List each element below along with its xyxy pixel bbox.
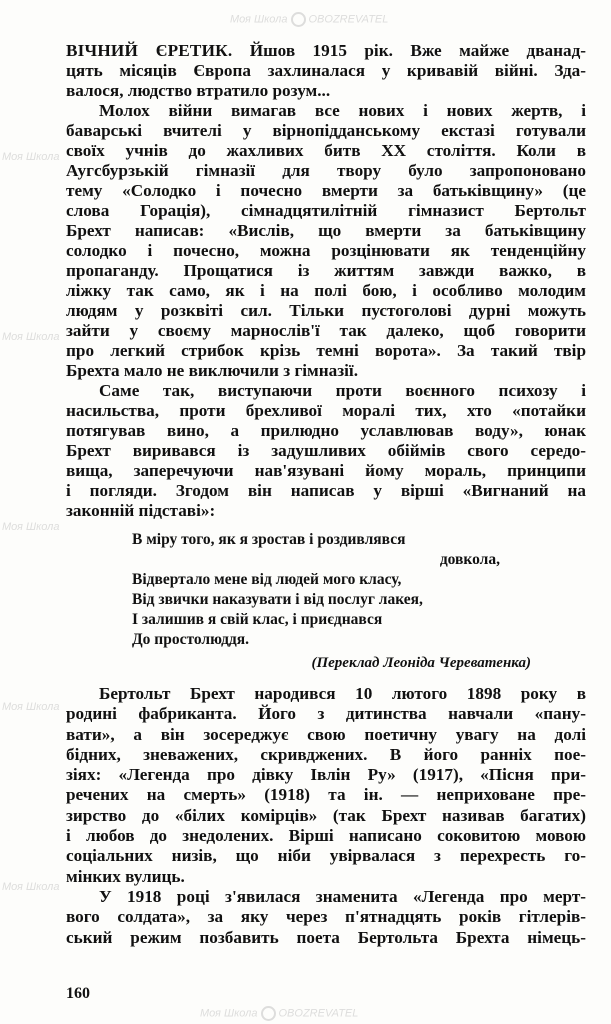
- text-line: зіях: «Легенда про дівку Івлін Ру» (1917), «Пісня при-: [66, 765, 586, 785]
- watermark-text: Моя Школа: [2, 521, 60, 533]
- watermark: [200, 1006, 358, 1021]
- text-line: ський режим позбавить поета Бертольта Брехта німець-: [66, 927, 586, 947]
- text-line: бідних, зневажених, скривджених. В його ранніх пое-: [66, 744, 586, 764]
- text-line: Брехта мало не виключили з гімназії.: [66, 361, 359, 380]
- text-line: солодко і почесно, можна розцінювати як тенденційну: [66, 241, 586, 260]
- text-line: своїх учнів до жахливих битв XX століття. Коли в: [66, 141, 586, 160]
- text-line: Бертольт Брехт народився 10 лютого 1898 року в: [99, 684, 586, 703]
- poem-line: довкола,: [439, 551, 500, 568]
- watermark-text: Моя Школа: [2, 701, 60, 713]
- text-line: мінких вулиць.: [66, 866, 185, 886]
- text-line: соціальних низів, що ніби увірвалася з перехресть го-: [66, 846, 586, 866]
- poem-line: В міру того, як я зростав і роздивлявся: [132, 531, 406, 548]
- watermark-logo-icon: [291, 12, 306, 27]
- watermark-text: Моя Школа: [2, 151, 60, 163]
- text-line: вища, заперечуючи нав'язувані йому мораль, принципи: [66, 461, 586, 480]
- text-line: баварські вчителі у вірнопідданському екстазі готували: [66, 121, 586, 140]
- text-line: тему «Солодко і почесно вмерти за батьківщину» (це: [66, 181, 586, 200]
- text-line: потягував вино, а прилюдно уславлював воду», юнак: [66, 421, 586, 440]
- watermark-text: Моя Школа: [230, 13, 288, 26]
- watermark: [2, 880, 60, 894]
- text-line: зирство до «білих комірців» (так Брехт називав багатих): [66, 805, 586, 825]
- watermark: [2, 330, 60, 344]
- text-line: людям у розквіті сил. Тільки пустоголові дурні можуть: [66, 301, 586, 320]
- watermark-text: OBOZREVATEL: [308, 13, 389, 26]
- text-line: [66, 41, 586, 61]
- text-line: і погляди. Згодом він написав у вірші «Вигнаний на: [66, 481, 586, 500]
- text-line: ліжку так само, як і на полі бою, і особливо молодим: [66, 281, 586, 300]
- watermark: [2, 520, 60, 534]
- watermark: [230, 12, 388, 27]
- text-line: і любов до знедолених. Вірші написано соковитою мовою: [66, 826, 586, 846]
- text-line: речених на смерть» (1918) та ін. — неприховане пре-: [66, 785, 586, 805]
- text-line: слова Горація), сімнадцятилітній гімназист Бертольт: [66, 201, 586, 220]
- watermark-text: Моя Школа: [2, 881, 60, 893]
- text-line: цять місяців Європа захлиналася у кривавій війні. Зда-: [66, 61, 586, 80]
- watermark-text: Моя Школа: [2, 331, 60, 343]
- text-line: вого солдата», за яку через п'ятнадцять років гітлерів-: [66, 907, 586, 927]
- poem-line: Відвертало мене від людей мого класу,: [132, 571, 402, 588]
- poem-line: І залишив я свій клас, і приєднався: [132, 611, 383, 628]
- section-heading: ВІЧНИЙ ЄРЕТИК.: [66, 41, 233, 60]
- watermark: [2, 150, 60, 164]
- text-line: законній підставі»:: [66, 501, 216, 520]
- text-line: Молох війни вимагав все нових і нових жертв, і: [99, 101, 586, 120]
- text-line: пропаганду. Прощатися із життям завжди важко, в: [66, 261, 586, 280]
- text-line: Брехт написав: «Вислів, що вмерти за батьківщину: [66, 221, 586, 240]
- watermark: [2, 700, 60, 714]
- text-block-1: [66, 41, 586, 521]
- text-line: родині фабриканта. Його з дитинства навчали «пану-: [66, 704, 586, 724]
- text-block-2: [66, 684, 586, 948]
- poem-excerpt: [132, 530, 502, 650]
- poem-line: Від звички наказувати і від послуг лакея,: [132, 591, 423, 608]
- watermark-text: OBOZREVATEL: [278, 1007, 359, 1020]
- text-line: насильства, проти брехливої моралі тих, хто «потайки: [66, 401, 586, 420]
- text-line-content: Йшов 1915 рік. Вже майже дванад-: [232, 41, 587, 60]
- text-line: про легкий стрибок крізь темні ворота». За такий твір: [66, 341, 586, 360]
- text-line: валося, людство втратило розум...: [66, 81, 331, 100]
- text-line: Аугсбурзькій гімназії для твору було запропоновано: [66, 161, 586, 180]
- poem-line: До простолюддя.: [132, 631, 250, 648]
- text-line: вати», а він зосереджує свою поетичну увагу на долі: [66, 724, 586, 744]
- text-line: зайти у своєму марнослів'ї так далеко, щоб говорити: [66, 321, 586, 340]
- page-number: 160: [66, 985, 90, 1002]
- watermark-logo-icon: [261, 1006, 276, 1021]
- poem-attribution: (Переклад Леоніда Череватенка): [311, 655, 531, 671]
- text-line: Саме так, виступаючи проти воєнного психозу і: [99, 381, 586, 400]
- text-line: Брехт виривався із задушливих обіймів свого середо-: [66, 441, 586, 460]
- watermark-text: Моя Школа: [200, 1007, 258, 1020]
- text-line: У 1918 році з'явилася знаменита «Легенда про мерт-: [99, 886, 586, 906]
